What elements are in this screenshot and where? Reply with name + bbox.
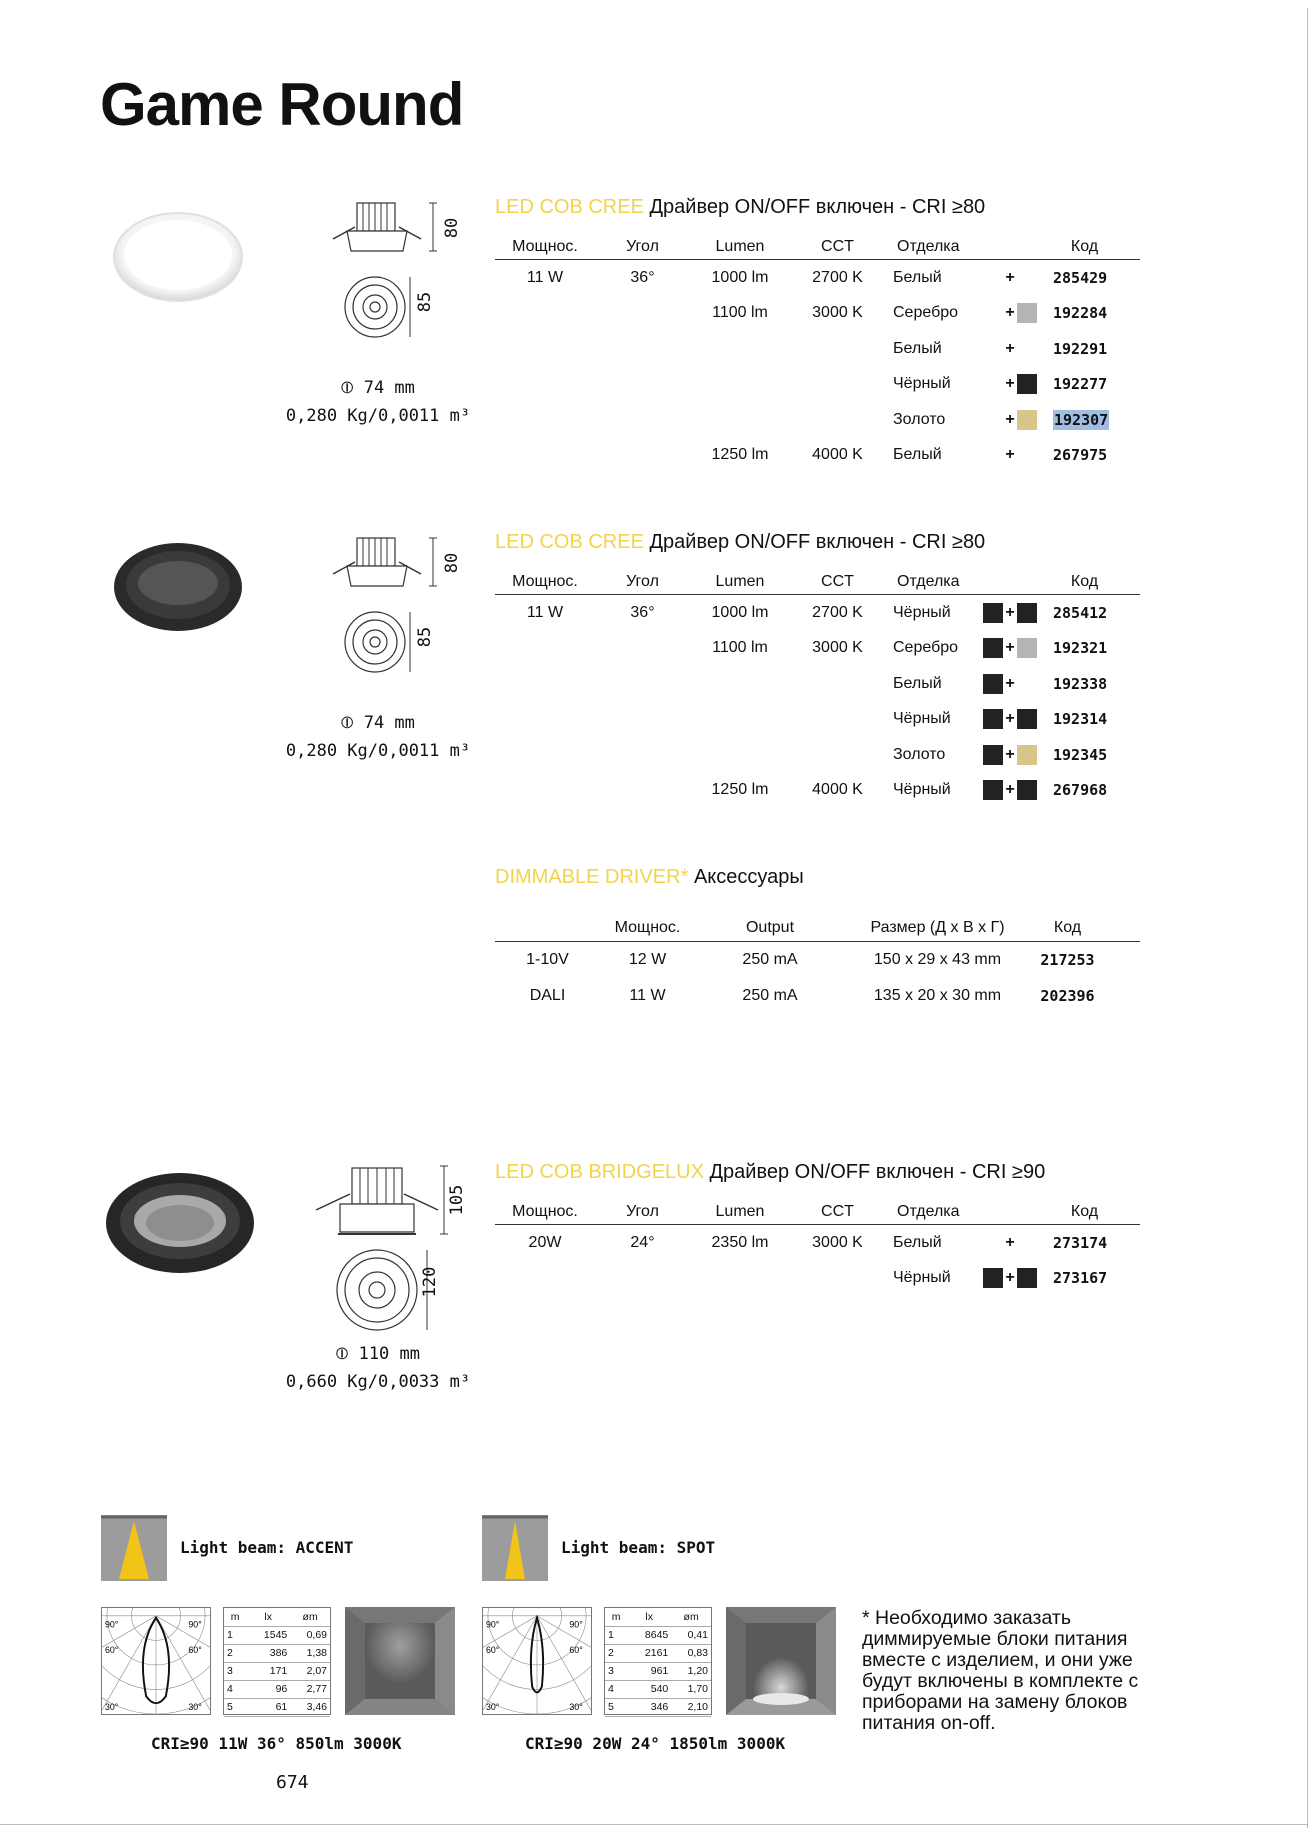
product-dims-3 — [268, 1340, 488, 1396]
polar-label: 30° — [485, 1702, 500, 1713]
table-header: Мощнос. Угол Lumen CCT Отделка Код — [495, 234, 1140, 260]
code-cell: 192345 — [1053, 745, 1108, 764]
cct-cell: 2700 K — [812, 603, 863, 621]
page-border-right — [1307, 8, 1308, 1828]
diameter: 74 mm — [363, 713, 415, 733]
frame-color-swatch — [983, 674, 1003, 694]
table-row: DALI 11 W 250 mA 135 x 20 x 30 mm 202396 — [529, 987, 1095, 1005]
reflector-color-swatch — [1017, 1233, 1037, 1253]
frame-color-swatch — [983, 1268, 1003, 1288]
section-heading: LED COB CREE Драйвер ON/OFF включен - CRI ≥80 — [495, 531, 986, 553]
table-row: 1 1545 0,69 — [224, 1626, 330, 1644]
weight: 0,660 Kg/0,0033 m³ — [285, 1372, 471, 1392]
code-cell: 192291 — [1053, 339, 1108, 358]
cct-cell: 3000 K — [812, 1233, 863, 1251]
power-cell: 11 W — [526, 268, 564, 286]
finish-cell: Чёрный — [893, 1269, 951, 1287]
frame-color-swatch — [983, 780, 1003, 800]
table-row — [495, 260, 1140, 296]
product-table-1 — [495, 196, 1140, 473]
frame-color-swatch — [983, 709, 1003, 729]
weight: 0,280 Kg/0,0011 m³ — [285, 406, 471, 426]
table-row: 4 540 1,70 — [605, 1680, 711, 1698]
finish-swatches — [975, 780, 1047, 800]
code-cell: 192277 — [1053, 375, 1108, 394]
cct-cell: 4000 K — [812, 446, 863, 464]
frame-color-swatch — [983, 638, 1003, 658]
polar-label: 30° — [188, 1702, 202, 1713]
product-photo-black — [108, 535, 248, 645]
angle-cell: 24° — [630, 1233, 655, 1251]
frame-color-swatch — [983, 745, 1003, 765]
frame-color-swatch — [983, 339, 1003, 359]
code-cell: 192284 — [1053, 304, 1108, 323]
table-row — [495, 595, 1140, 631]
frame-color-swatch — [983, 303, 1003, 323]
plus-icon: + — [1005, 268, 1015, 286]
section-heading: DIMMABLE DRIVER* Аксессуары — [495, 866, 804, 888]
product-dims-2 — [268, 709, 488, 765]
table-row — [495, 1261, 1140, 1297]
table-row — [495, 331, 1140, 367]
cct-cell: 2700 K — [812, 268, 863, 286]
code-cell: 285429 — [1053, 268, 1108, 287]
finish-cell: Серебро — [893, 639, 959, 657]
reflector-color-swatch — [1017, 780, 1037, 800]
finish-cell: Золото — [893, 410, 946, 428]
beam-spec: CRI≥90 11W 36° 850lm 3000K — [151, 1734, 402, 1753]
table-row — [495, 438, 1140, 474]
lumen-cell: 1100 lm — [712, 639, 768, 657]
product-table-3 — [495, 1161, 1140, 1296]
frame-color-swatch — [983, 410, 1003, 430]
reflector-color-swatch — [1017, 339, 1037, 359]
finish-cell: Чёрный — [893, 603, 951, 621]
diameter: 110 mm — [358, 1344, 420, 1364]
drawing-height-label: 80 — [442, 217, 462, 239]
highlighted-code: 192307 — [1054, 410, 1109, 429]
frame-color-swatch — [983, 445, 1003, 465]
finish-swatches — [975, 268, 1047, 288]
table-row: 5 61 3,46 — [224, 1698, 330, 1716]
finish-swatches — [975, 603, 1047, 623]
weight: 0,280 Kg/0,0011 m³ — [285, 741, 471, 761]
drawing-width-label: 85 — [415, 291, 435, 313]
plus-icon: + — [1005, 781, 1015, 799]
polar-diagram-spot — [482, 1607, 592, 1715]
polar-label: 90° — [485, 1619, 500, 1630]
table-row — [495, 631, 1140, 667]
polar-label: 60° — [485, 1645, 500, 1656]
plus-icon: + — [1005, 339, 1015, 357]
beam-spec: CRI≥90 20W 24° 1850lm 3000K — [525, 1734, 786, 1753]
beam-accent-icon — [101, 1515, 167, 1581]
product-dims-1 — [268, 374, 488, 430]
table-row: 1 8645 0,41 — [605, 1626, 711, 1644]
frame-color-swatch — [983, 1233, 1003, 1253]
table-row: 3 961 1,20 — [605, 1662, 711, 1680]
finish-swatches — [975, 709, 1047, 729]
table-row — [495, 666, 1140, 702]
diameter-icon: ⦶ — [335, 1344, 349, 1364]
footnote: * Необходимо заказать диммируемые блоки питания вместе с изделием, и они уже будут включены в комплекте с приборами на замену блоков питания on-off. — [862, 1607, 1139, 1734]
plus-icon: + — [1005, 410, 1015, 428]
code-cell: 285412 — [1053, 603, 1108, 622]
finish-swatches — [975, 445, 1047, 465]
angle-cell: 36° — [630, 268, 655, 286]
reflector-color-swatch — [1017, 603, 1037, 623]
polar-label: 60° — [104, 1645, 119, 1656]
finish-swatches — [975, 410, 1047, 430]
finish-cell: Чёрный — [893, 375, 951, 393]
table-header: Мощнос. Output Размер (Д x В x Г) Код — [495, 914, 1140, 942]
drawing-width-label: 120 — [420, 1266, 440, 1298]
code-cell — [1047, 411, 1122, 429]
finish-swatches — [975, 1268, 1047, 1288]
beam-render-spot — [726, 1607, 836, 1715]
lumen-cell: 1250 lm — [711, 446, 769, 464]
table-row — [495, 1225, 1140, 1261]
lux-table-spot: m lx øm 1 8645 0,41 2 2161 0,83 3 961 1,20 4 540 1,70 5 346 2,10 — [604, 1607, 712, 1715]
finish-cell: Белый — [893, 446, 942, 464]
section-heading: LED COB BRIDGELUX Драйвер ON/OFF включен - CRI ≥90 — [495, 1161, 1046, 1183]
plus-icon: + — [1005, 603, 1015, 621]
table-row — [495, 702, 1140, 738]
lumen-cell: 1100 lm — [712, 304, 768, 322]
frame-color-swatch — [983, 268, 1003, 288]
drawing-height-label: 80 — [442, 552, 462, 574]
section-heading: LED COB CREE Драйвер ON/OFF включен - CRI ≥80 — [495, 196, 986, 218]
page-title: Game Round — [100, 71, 464, 138]
beam-label: Light beam: SPOT — [561, 1538, 716, 1557]
table-header: Мощнос. Угол Lumen CCT Отделка Код — [495, 569, 1140, 595]
polar-label: 90° — [569, 1619, 583, 1630]
reflector-color-swatch — [1017, 709, 1037, 729]
plus-icon: + — [1005, 304, 1015, 322]
plus-icon: + — [1005, 1233, 1015, 1251]
reflector-color-swatch — [1017, 303, 1037, 323]
cct-cell: 3000 K — [812, 304, 863, 322]
finish-cell: Белый — [893, 268, 942, 286]
table-row: 2 386 1,38 — [224, 1644, 330, 1662]
diameter: 74 mm — [363, 378, 415, 398]
table-row: 5 346 2,10 — [605, 1698, 711, 1716]
table-row: 2 2161 0,83 — [605, 1644, 711, 1662]
product-photo-black-large — [100, 1165, 260, 1285]
polar-label: 30° — [104, 1702, 119, 1713]
power-cell: 20W — [528, 1233, 562, 1251]
plus-icon: + — [1005, 639, 1015, 657]
table-row: 4 96 2,77 — [224, 1680, 330, 1698]
lumen-cell: 1000 lm — [711, 268, 769, 286]
lumen-cell: 2350 lm — [711, 1233, 769, 1251]
table-row: 1-10V 12 W 250 mA 150 x 29 x 43 mm 217253 — [526, 951, 1095, 969]
polar-label: 60° — [569, 1645, 583, 1656]
code-cell: 267968 — [1053, 781, 1108, 800]
reflector-color-swatch — [1017, 674, 1037, 694]
polar-label: 90° — [188, 1619, 202, 1630]
plus-icon: + — [1005, 745, 1015, 763]
finish-swatches — [975, 339, 1047, 359]
table-row — [495, 773, 1140, 809]
polar-label: 60° — [188, 1645, 202, 1656]
diameter-icon: ⦶ — [341, 378, 354, 398]
diameter-icon: ⦶ — [341, 713, 354, 733]
beam-render-accent — [345, 1607, 455, 1715]
finish-swatches — [975, 303, 1047, 323]
finish-cell: Чёрный — [893, 781, 951, 799]
plus-icon: + — [1005, 1269, 1015, 1287]
beam-spot-icon — [482, 1515, 548, 1581]
beam-label: Light beam: ACCENT — [180, 1538, 354, 1557]
polar-diagram-accent — [101, 1607, 211, 1715]
code-cell: 192321 — [1053, 639, 1108, 658]
reflector-color-swatch — [1017, 374, 1037, 394]
lumen-cell: 1000 lm — [711, 603, 769, 621]
table-row — [495, 367, 1140, 403]
plus-icon: + — [1005, 375, 1015, 393]
drawing-height-label: 105 — [447, 1184, 467, 1216]
product-photo-white — [108, 205, 248, 315]
finish-swatches — [975, 638, 1047, 658]
finish-cell: Серебро — [893, 304, 959, 322]
reflector-color-swatch — [1017, 445, 1037, 465]
table-row: 3 171 2,07 — [224, 1662, 330, 1680]
reflector-color-swatch — [1017, 745, 1037, 765]
finish-swatches — [975, 1233, 1047, 1253]
lumen-cell: 1250 lm — [711, 781, 769, 799]
code-cell: 273174 — [1053, 1233, 1108, 1252]
polar-label: 30° — [569, 1702, 583, 1713]
reflector-color-swatch — [1017, 268, 1037, 288]
reflector-color-swatch — [1017, 410, 1037, 430]
power-cell: 11 W — [526, 603, 564, 621]
frame-color-swatch — [983, 603, 1003, 623]
product-table-2 — [495, 531, 1140, 808]
code-cell: 192338 — [1053, 674, 1108, 693]
reflector-color-swatch — [1017, 638, 1037, 658]
accessories-table — [495, 866, 1140, 1014]
table-row — [495, 296, 1140, 332]
finish-swatches — [975, 374, 1047, 394]
page-number: 674 — [276, 1772, 309, 1793]
finish-cell: Белый — [893, 1233, 942, 1251]
finish-cell: Золото — [893, 745, 946, 763]
table-row — [495, 737, 1140, 773]
code-cell: 267975 — [1053, 446, 1108, 465]
code-cell: 192314 — [1053, 710, 1108, 729]
finish-cell: Белый — [893, 339, 942, 357]
table-header: Мощнос. Угол Lumen CCT Отделка Код — [495, 1199, 1140, 1225]
drawing-width-label: 85 — [415, 626, 435, 648]
lux-table-accent: m lx øm 1 1545 0,69 2 386 1,38 3 171 2,07 4 96 2,77 5 61 3,46 — [223, 1607, 331, 1715]
page-border-bottom — [0, 1824, 1308, 1825]
frame-color-swatch — [983, 374, 1003, 394]
plus-icon: + — [1005, 446, 1015, 464]
finish-cell: Чёрный — [893, 710, 951, 728]
table-row — [495, 402, 1140, 438]
code-cell: 273167 — [1053, 1269, 1108, 1288]
finish-swatches — [975, 745, 1047, 765]
finish-cell: Белый — [893, 674, 942, 692]
angle-cell: 36° — [630, 603, 655, 621]
finish-swatches — [975, 674, 1047, 694]
plus-icon: + — [1005, 710, 1015, 728]
polar-label: 90° — [104, 1619, 119, 1630]
reflector-color-swatch — [1017, 1268, 1037, 1288]
cct-cell: 3000 K — [812, 639, 863, 657]
plus-icon: + — [1005, 674, 1015, 692]
cct-cell: 4000 K — [812, 781, 863, 799]
